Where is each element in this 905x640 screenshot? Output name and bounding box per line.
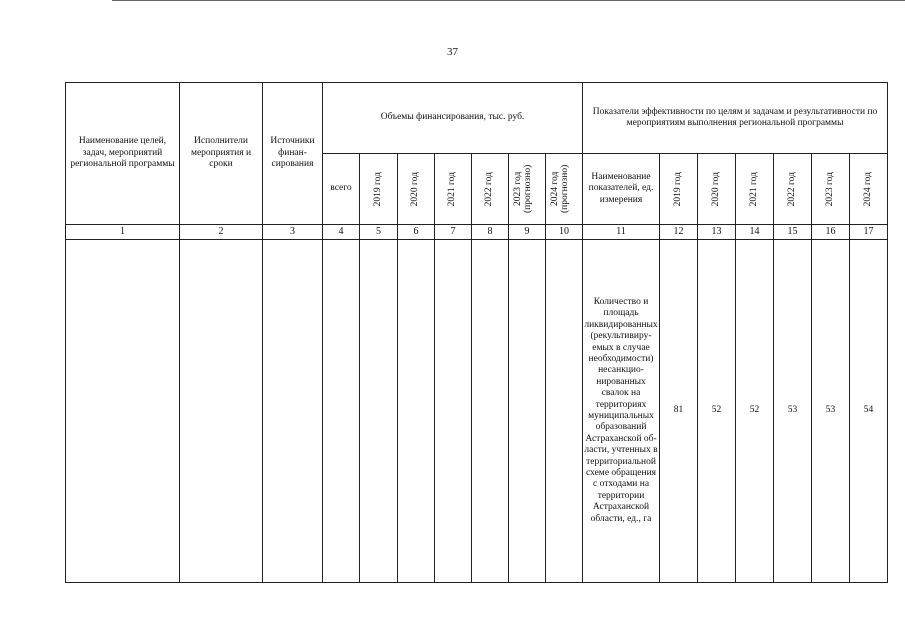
empty-cell [66, 240, 180, 583]
header-funding-group: Объемы финансирования, тыс. руб. [323, 83, 583, 154]
header-fund-year [546, 154, 583, 225]
header-ind-year-label: 2022 год [786, 171, 797, 207]
header-ind-year [850, 154, 888, 225]
header-ind-year-label: 2019 год [672, 171, 683, 207]
column-number: 1 [66, 225, 180, 240]
header-ind-year-label: 2023 год [824, 171, 835, 207]
table-row [66, 240, 888, 583]
column-number: 9 [509, 225, 546, 240]
empty-cell [263, 240, 323, 583]
column-number: 17 [850, 225, 888, 240]
header-ind-year [774, 154, 812, 225]
header-fund-year-label: 2021 год [447, 171, 458, 207]
column-number: 6 [398, 225, 435, 240]
column-number: 14 [736, 225, 774, 240]
header-sources: Источники финансирования [263, 83, 323, 225]
header-ind-year [736, 154, 774, 225]
indicator-value: 81 [660, 240, 698, 583]
column-number: 11 [583, 225, 660, 240]
column-number: 15 [774, 225, 812, 240]
header-ind-year-label: 2020 год [710, 171, 721, 207]
header-fund-year-label: 2024 год (прогнозно) [550, 164, 570, 214]
header-fund-year [435, 154, 472, 225]
empty-cell [180, 240, 263, 583]
header-fund-year [398, 154, 435, 225]
column-number: 4 [323, 225, 360, 240]
empty-cell [360, 240, 398, 583]
header-fund-year-label: 2020 год [410, 171, 421, 207]
top-border-line [112, 0, 905, 1]
header-ind-year [812, 154, 850, 225]
column-number: 5 [360, 225, 398, 240]
indicator-value: 52 [698, 240, 736, 583]
column-number: 12 [660, 225, 698, 240]
indicator-value: 54 [850, 240, 888, 583]
indicator-description: Количество и площадь ликвидированных (рекультивируемых в случае необходимости) несанкционированных свалок на территориях муниципальных образований Астраханской области, учтенных в территориальной схеме обращения с отходами на территории Астраханской области, ед., га [583, 240, 660, 583]
empty-cell [546, 240, 583, 583]
header-total: всего [323, 154, 360, 225]
indicator-value: 53 [774, 240, 812, 583]
indicator-value: 52 [736, 240, 774, 583]
header-goals: Наименование целей, задач, мероприятий региональной программы [66, 83, 180, 225]
header-fund-year [360, 154, 398, 225]
empty-cell [472, 240, 509, 583]
column-number: 13 [698, 225, 736, 240]
column-number: 10 [546, 225, 583, 240]
header-ind-year [660, 154, 698, 225]
header-fund-year [509, 154, 546, 225]
column-number: 8 [472, 225, 509, 240]
empty-cell [398, 240, 435, 583]
column-number: 3 [263, 225, 323, 240]
program-table [65, 82, 888, 583]
header-ind-year-label: 2021 год [748, 171, 759, 207]
header-indicator-name: Наименование показателей, ед. измерения [583, 154, 660, 225]
column-number: 16 [812, 225, 850, 240]
column-number-row [66, 225, 888, 240]
header-ind-year-label: 2024 год [862, 171, 873, 207]
column-number: 2 [180, 225, 263, 240]
header-fund-year [472, 154, 509, 225]
header-ind-year [698, 154, 736, 225]
header-row-1 [66, 83, 888, 154]
header-fund-year-label: 2022 год [484, 171, 495, 207]
column-number: 7 [435, 225, 472, 240]
indicator-value: 53 [812, 240, 850, 583]
empty-cell [509, 240, 546, 583]
header-executors: Исполнители мероприятия и сроки [180, 83, 263, 225]
header-fund-year-label: 2023 год (прогнозно) [513, 164, 533, 214]
empty-cell [323, 240, 360, 583]
empty-cell [435, 240, 472, 583]
header-fund-year-label: 2019 год [372, 171, 383, 207]
page-number: 37 [447, 46, 458, 58]
header-indicators-group: Показатели эффективности по целям и задачам и результативности по мероприятиям выполнения региональной программы [583, 83, 888, 154]
